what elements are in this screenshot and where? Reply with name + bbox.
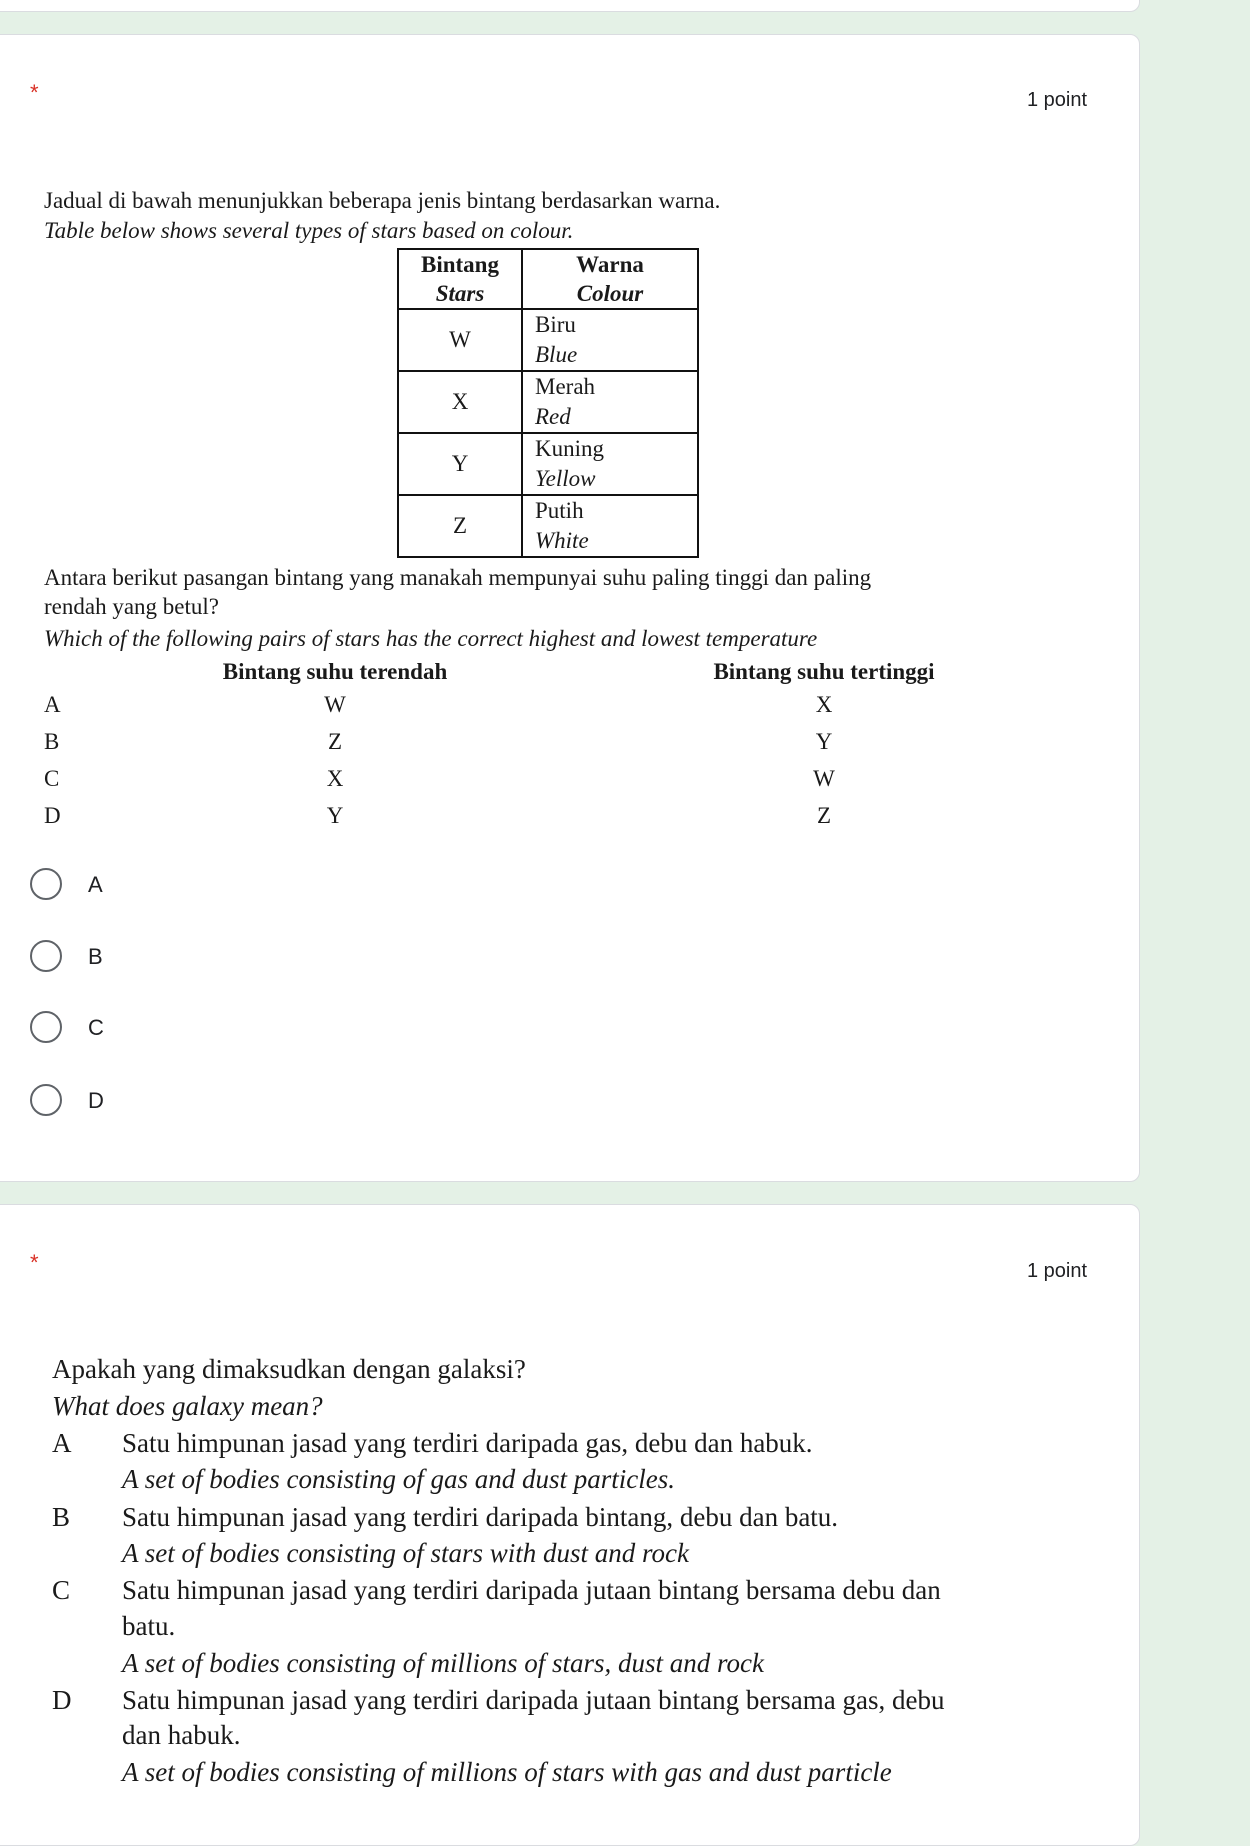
question-en: Which of the following pairs of stars has the correct highest and lowest temperature — [44, 626, 818, 651]
table-row — [398, 309, 698, 371]
pair-letter: A — [44, 692, 61, 717]
star-cell: W — [398, 309, 522, 371]
star-cell: X — [398, 371, 522, 433]
colour-ms: Biru — [535, 312, 576, 337]
radio-button[interactable] — [30, 1011, 62, 1043]
pair-high: Z — [816, 803, 832, 828]
header-highest: Bintang suhu tertinggi — [713, 659, 935, 684]
points-label: 1 point — [1027, 89, 1088, 111]
header-lowest: Bintang suhu terendah — [222, 659, 448, 684]
choice-letter: B — [52, 1502, 71, 1532]
question-en: What does galaxy mean? — [52, 1391, 323, 1421]
intro-ms: Jadual di bawah menunjukkan beberapa jenis bintang berdasarkan warna. — [44, 188, 721, 213]
header-colour-ms: Warna — [576, 252, 644, 277]
required-mark: * — [30, 1250, 39, 1275]
star-cell: Y — [398, 433, 522, 495]
pair-low: X — [326, 766, 344, 791]
option-label[interactable]: C — [88, 1015, 104, 1040]
pair-letter: D — [44, 803, 61, 828]
pair-letter: C — [44, 766, 60, 791]
choice-letter: A — [52, 1428, 72, 1458]
option-label[interactable]: A — [88, 872, 103, 897]
colour-ms: Putih — [535, 498, 584, 523]
table-header-row — [398, 249, 698, 309]
choice-letter: D — [52, 1685, 72, 1715]
required-mark: * — [30, 80, 39, 105]
pair-low: Y — [326, 803, 344, 828]
pair-high: W — [813, 766, 835, 791]
colour-ms: Kuning — [535, 436, 604, 461]
header-stars-en: Stars — [435, 281, 485, 306]
choice-en: A set of bodies consisting of stars with dust and rock — [122, 1538, 690, 1568]
choice-ms: Satu himpunan jasad yang terdiri daripada bintang, debu dan batu. — [122, 1502, 839, 1532]
pair-high: Y — [815, 729, 833, 754]
choice-letter: C — [52, 1575, 71, 1605]
pair-low: Z — [327, 729, 343, 754]
previous-question-card — [0, 0, 1140, 12]
option-label[interactable]: B — [88, 944, 103, 969]
choice-ms: Satu himpunan jasad yang terdiri daripada gas, debu dan habuk. — [122, 1428, 813, 1458]
table-row — [398, 371, 698, 433]
pair-letter: B — [44, 729, 60, 754]
radio-button[interactable] — [30, 940, 62, 972]
radio-button[interactable] — [30, 868, 62, 900]
colour-ms: Merah — [535, 374, 596, 399]
radio-button[interactable] — [30, 1084, 62, 1116]
star-colour-table — [397, 248, 699, 558]
choice-ms-cont: dan habuk. — [122, 1720, 241, 1750]
star-cell: Z — [398, 495, 522, 557]
header-stars-ms: Bintang — [421, 252, 499, 277]
choice-en: A set of bodies consisting of millions of stars with gas and dust particle — [122, 1757, 892, 1787]
points-label: 1 point — [1027, 1260, 1088, 1282]
choice-en: A set of bodies consisting of gas and dust particles. — [122, 1464, 675, 1494]
choice-en: A set of bodies consisting of millions of stars, dust and rock — [122, 1648, 765, 1678]
question-ms-line1: Antara berikut pasangan bintang yang manakah mempunyai suhu paling tinggi dan paling — [44, 565, 872, 590]
colour-en: White — [535, 528, 589, 553]
colour-en: Yellow — [535, 466, 596, 491]
pair-low: W — [324, 692, 346, 717]
choice-ms-cont: batu. — [122, 1611, 176, 1641]
pair-high: X — [815, 692, 833, 717]
question-ms: Apakah yang dimaksudkan dengan galaksi? — [52, 1354, 526, 1384]
choice-ms: Satu himpunan jasad yang terdiri daripada jutaan bintang bersama debu dan — [122, 1575, 941, 1605]
table-row — [398, 433, 698, 495]
table-row — [398, 495, 698, 557]
question-ms-line2: rendah yang betul? — [44, 594, 219, 619]
choice-ms: Satu himpunan jasad yang terdiri daripada jutaan bintang bersama gas, debu — [122, 1685, 945, 1715]
colour-en: Blue — [535, 342, 578, 367]
header-colour-en: Colour — [576, 281, 644, 306]
option-label[interactable]: D — [88, 1088, 104, 1113]
colour-en: Red — [535, 404, 571, 429]
intro-en: Table below shows several types of stars based on colour. — [44, 218, 574, 243]
